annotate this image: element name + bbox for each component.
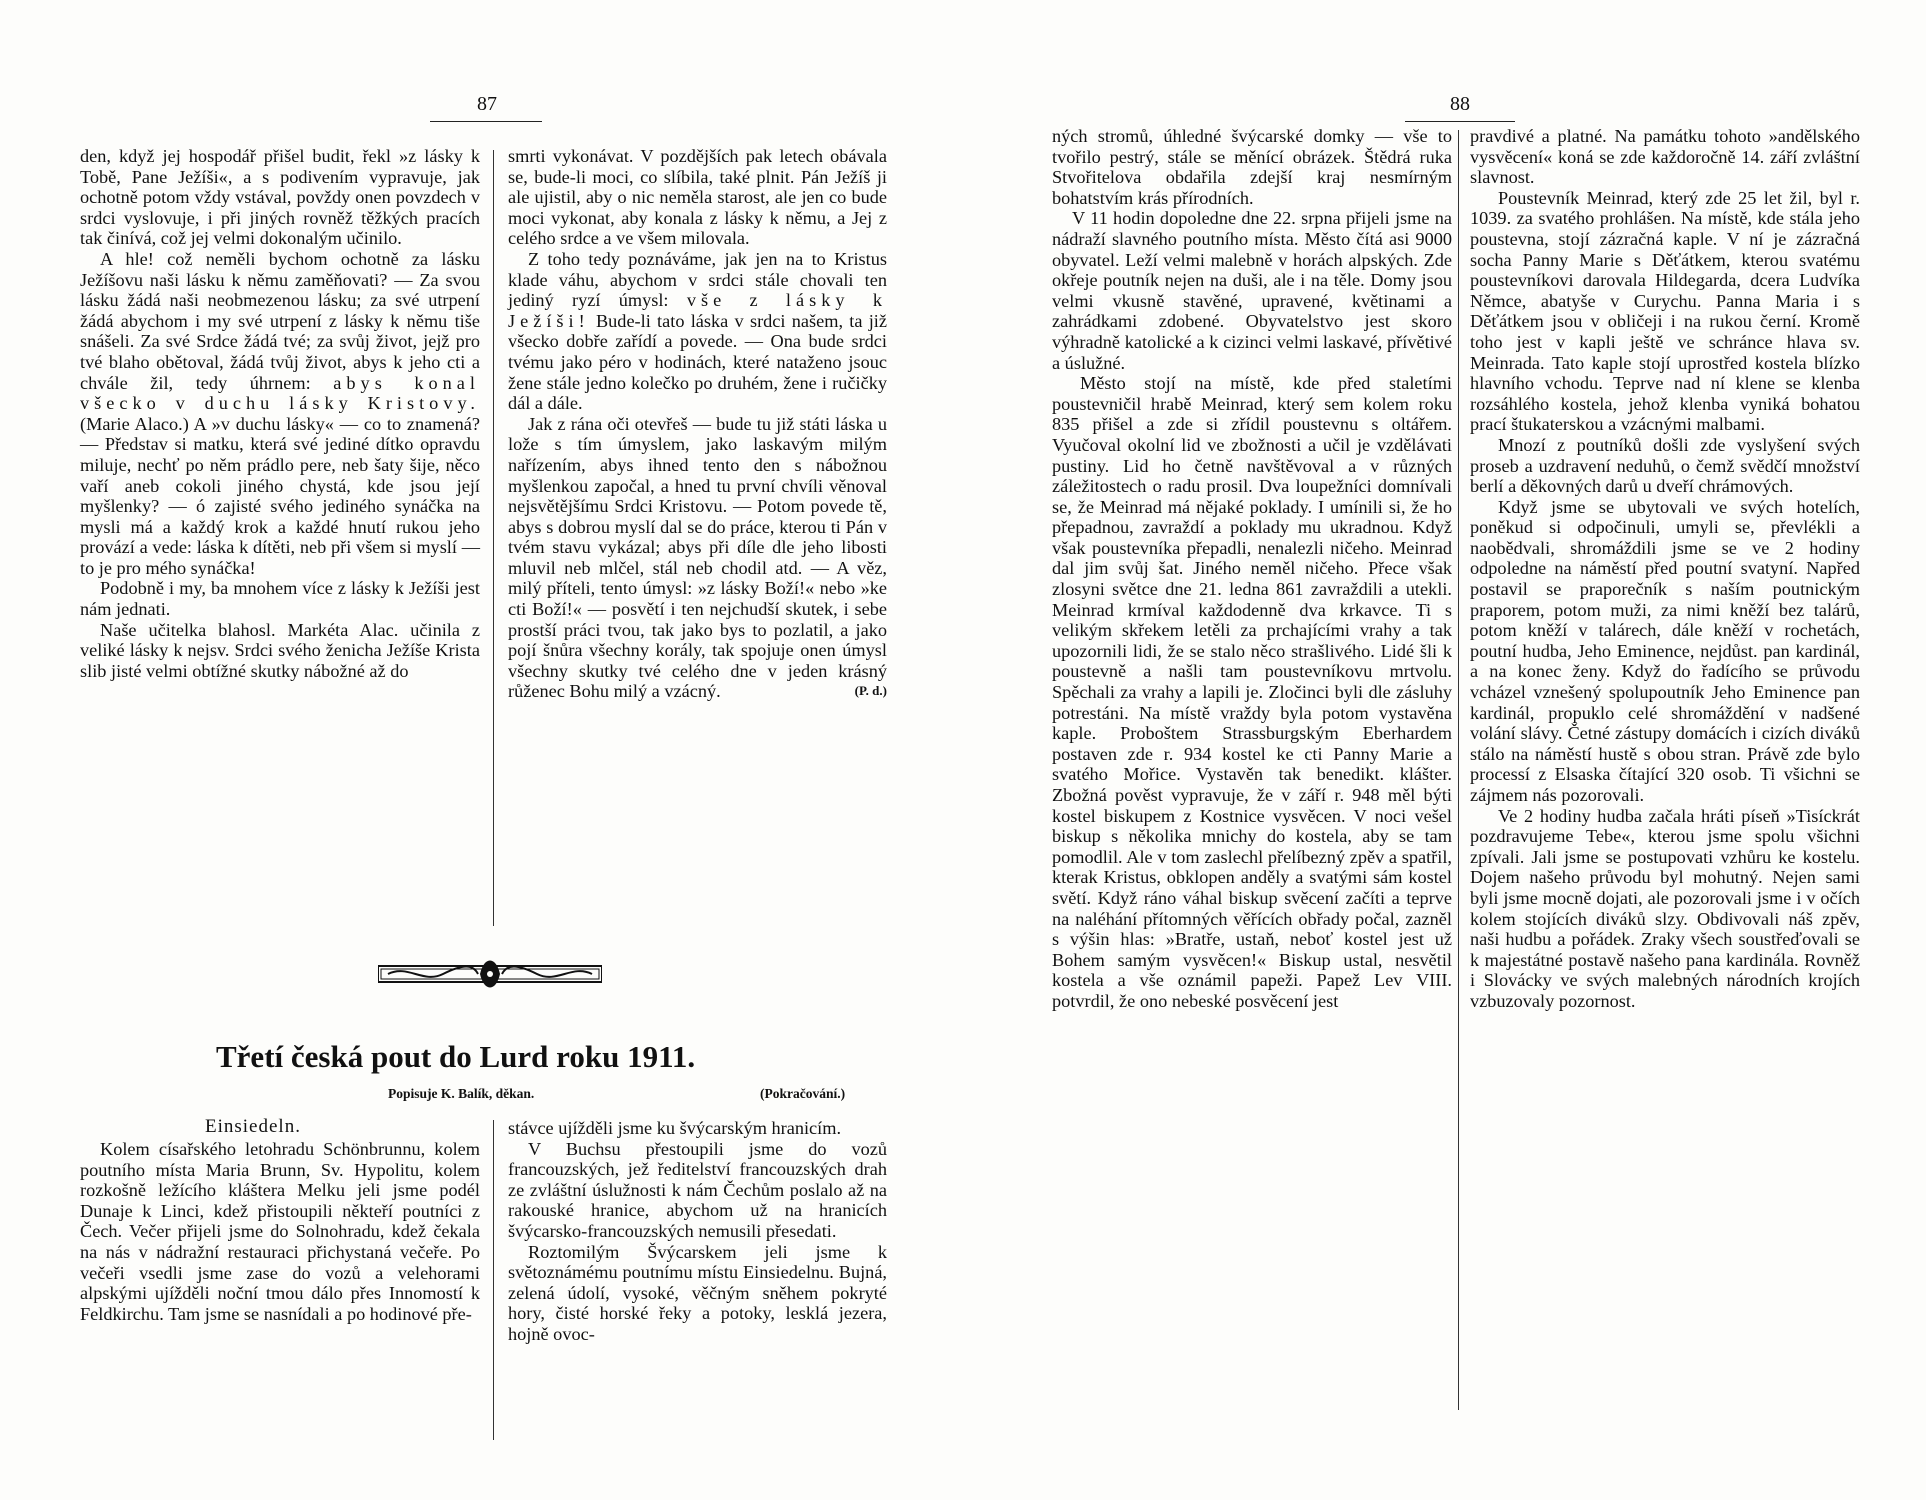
left-page-column-2 — [508, 146, 887, 702]
paragraph — [508, 249, 887, 414]
paragraph: Ve 2 hodiny hudba začala hráti píseň »Tisíckrát pozdravujeme Tebe«, kterou jsme spolu všichni zpívali. Jali jsme se postupovati vzhůru ke kostelu. Dojem našeho průvodu byl mohutný. Nejen sami byli jsme mocně dojati, ale pozorovali jsme i v očích kolem stojících diváků slzy. Obdivovali náš zpěv, naši hudbu a pořádek. Zraky všech soustřeďovali se k majestátné postavě našeho pana kardinála. Rovněž i Slovácky ve svých malebných národních krojích vzbuzovaly pozornost. — [1470, 805, 1860, 1011]
paragraph-text: (Marie Alaco.) A »v duchu lásky« — co to znamená? — Představ si matku, která své jediné dítko opravdu miluje, nechť po něm prádlo pere, neb šaty šije, něco vaří aneb cokoli jiného chystá, kde jsou její myšlenky? — ó zajisté svého jediného synáčka na mysli má a každý krok a každé hnutí rukou jeho provází a vede: láska k dítěti, neb při všem si myslí — to je pro mého synáčka! — [80, 413, 480, 578]
ornament-divider — [378, 952, 602, 994]
paragraph: smrti vykonávat. V pozdějších pak letech obávala se, bude-li moci, co slíbila, také plnit. Pán Ježíš ji ale ujistil, aby o nic neměla starost, ale jen co bude moci vykonat, aby konala z lásky k němu, a Jej z celého srdce a ve všem milovala. — [508, 146, 887, 249]
paragraph: Roztomilým Švýcarskem jeli jsme k světoznámému poutnímu místu Einsiedelnu. Bujná, zelená údolí, vysoké, věčným sněhem pokryté hory, čisté horské řeky a potoky, lesklá jezera, hojně ovoc- — [508, 1241, 887, 1344]
paragraph — [80, 249, 480, 579]
paragraph: pravdivé a platné. Na památku tohoto »andělského vysvěcení« koná se zde každoročně 14. září zvláštní slavnost. — [1470, 126, 1860, 188]
paragraph: Podobně i my, ba mnohem více z lásky k Ježíši jest nám jednati. — [80, 578, 480, 620]
paragraph-text: A hle! což neměli bychom ochotně za lásku Ježíšovu naši lásku k němu zaměňovati? — Za svou lásku žádá naši neobmezenou lásku; za své utrpení žádá abychom i my své utrpení z lásky k němu tiše snášeli. Za své Srdce žádá tvé; za svůj život, jejž pro tvé blaho obětoval, žádá tvůj život, abys k jeho cti a chvále žil, tedy úhrnem: — [80, 248, 480, 393]
page-number-right: 88 — [1450, 93, 1470, 115]
paragraph: Když jsme se ubytovali ve svých hotelích, poněkud si odpočinuli, umyli se, převlékli a naobědvali, shromáždili jsme se ve 2 hodiny odpoledne na náměstí před poutní svatyní. Napřed postavil se praporečník s naším poutnickým praporem, potom muži, za nimi kněží bez talárů, potom kněží v talárech, dále kněží v rochetách, poutní hudba, Jeho Eminence, nejdůst. pan kardinál, a na konec ženy. Když do řadícího se průvodu vcházel vznešený spolupoutník Jeho Eminence pan kardinál, propuklo celé shromáždění v nadšené volání slávy. Četné zástupy domácích i cizích diváků stálo na náměstí hustě s obou stran. Právě zde bylo processí z Elsaska čítající 320 osob. Ti všichni se zájmem nás pozorovali. — [1470, 496, 1860, 805]
page-number-rule-left — [430, 121, 542, 122]
paragraph: Naše učitelka blahosl. Markéta Alac. učinila z veliké lásky k nejsv. Srdci svého ženicha Ježíše Krista slib jisté velmi obtížné skutky nábožné až do — [80, 619, 480, 681]
paragraph-text: Jak z rána oči otevřeš — bude tu již státi láska u lože s tím úmyslem, jako laskavým milým nařízením, abys ihned tento den s nábožnou myšlenkou započal, a hned tu první chvíli věnoval nejsvětějšímu Srdci Kristovu. — Potom povede tě, abys s dobrou myslí dal se do práce, kterou ti Pán v tvém stavu vykázal; abys při díle dle jeho libosti mluvil neb mlčel, stál neb chodil atd. — A věz, milý příteli, tento úmysl: »z lásky Boží!« nebo »ke cti Boží!« — posvětí i ten nejchudší skutek, i sebe prostší práci tvou, tak jako bys to pozlatil, a jako pojí šnůra všechny korály, tak spojuje onen úmysl všechny skutky tvé celého dne v jeden krásný růženec Bohu milý a vzácný. — [508, 413, 887, 702]
page-number-rule-right — [1405, 121, 1515, 122]
paragraph-text: Bude-li tato láska v srdci našem, ta již všecko dobře zařídí a povede. — Ona bude srdci tvému jako péro v hodinách, které nataženo jsouc žene stále jedno kolečko po druhém, žene i ručičky dál a dále. — [508, 310, 887, 414]
column-divider — [493, 1120, 494, 1440]
signature: (P. d.) — [854, 683, 887, 699]
paragraph: Kolem císařského letohradu Schönbrunnu, kolem poutního místa Maria Brunn, Sv. Hypolitu, kolem rozkošně ležícího kláštera Melku jeli jsme podél Dunaje k Linci, kdež přistoupili někteří poutníci z Čech. Večer přijeli jsme do Solnohradu, kdež čekala na nás v nádražní restauraci přichystaná večeře. Po večeři vsedli jsme zase do vozů a velehorami alpskými ujížděli noční tmou dálo přes Innomostí k Feldkirchu. Tam jsme se nasnídali a po hodinové pře- — [80, 1139, 480, 1324]
paragraph: Město stojí na místě, kde před staletími poustevničil hrabě Meinrad, který sem kolem roku 835 přišel a zde si zřídil poustevnu s oltářem. Vyučoval okolní lid ve zbožnosti a učil je vzdělávati pustiny. Lid ho četně navštěvoval a v různých záležitostech o radu prosil. Dva loupežníci domnívali se, že Meinrad má nějaké poklady. I umínili si, že ho přepadnou, zavraždí a poklady mu ukradnou. Když však poustevníka přepadli, nenalezli ničeho. Meinrad dal jim svůj šat. Jiného neměl ničeho. Přece však zlosyni světce dne 21. ledna 861 zavraždili a utekli. Meinrad krmíval každodenně dva krkavce. Ti s velikým skřekem letěli za prchajícími vrahy a tak upozornili lidi, že se stalo něco strašlivého. Lidé šli k poustevně a našli tam poustevníkovu mrtvolu. Spěchali za vrahy a lapili je. Zločinci byli dle zásluhy potrestáni. Na místě vraždy byla potom vystavěna kaple. Proboštem Strassburgským Eberhardem postaven zde r. 934 kostel ke cti Panny Marie a svatého Mořice. Vystavěn tak benedikt. klášter. Zbožná pověst vypravuje, že v září r. 948 měl býti kostel biskupem z Kostnice vysvěcen. V noci vešel biskup s několika mnichy do kostela, aby se tam pomodlil. Ale v tom zaslechl přelíbezný zpěv a spatřil, kterak Kristus, obklopen anděly a svatými sám kostel světí. Když ráno váhal biskup svěcení začíti a teprve na naléhání přítomných věřících obřady počal, zazněl s výšin hlas: »Bratře, ustaň, neboť kostel jest už Bohem samým vysvěcen!« Biskup ustal, nesvětil kostela a vše oznámil papeži. Papež Lev VIII. potvrdil, že ono nebeské posvěcení jest — [1052, 373, 1452, 1011]
column-divider — [493, 150, 494, 926]
right-page-column-1 — [1052, 126, 1452, 1012]
paragraph — [508, 414, 887, 702]
left-page-column-1 — [80, 146, 480, 681]
article-title: Třetí česká pout do Lurd roku 1911. — [216, 1039, 696, 1074]
column-divider — [1458, 130, 1459, 1410]
paragraph: stávce ujížděli jsme ku švýcarským hranicím. — [508, 1118, 842, 1138]
paragraph: Mnozí z poutníků došli zde vyslyšení svých proseb a uzdravení neduhů, o čemž svědčí množství berlí a děkovných darů u dveří chrámových. — [1470, 434, 1860, 497]
section-heading: Einsiedeln. — [205, 1116, 301, 1137]
paragraph: ných stromů, úhledné švýcarské domky — vše to tvořilo pestrý, stále se měnící obrázek. Štědrá ruka Stvořitelova obdařila zdejší kraj nesmírným bohatstvím krás přírodních. — [1052, 126, 1452, 208]
emphasis-text: vše z lásky k Ježíši! — [508, 290, 887, 331]
right-page-column-2 — [1470, 126, 1860, 1012]
paragraph: V Buchsu přestoupili jsme do vozů francouzských, jež ředitelství francouzských drah ze zvláštní úslužnosti k nám Čechům poslalo až na rakouské hranice, abychom už na hranicích švýcarsko-francouzských nemusili přesedati. — [508, 1138, 887, 1241]
article-continued-note: (Pokračování.) — [760, 1086, 846, 1101]
article-column-2 — [508, 1118, 887, 1345]
paragraph: Poustevník Meinrad, který zde 25 let žil, byl r. 1039. za svatého prohlášen. Na místě, kde stála jeho poustevna, stojí zázračná kaple. V ní je zázračná socha Panny Marie s Děťátkem, kterou svatému poustevníkovi darovala Hildegarda, dcera Ludvíka Němce, abatyše v Curychu. Panna Maria i s Děťátkem jsou v obličeji i na rukou černí. Kromě toho jest v kapli ještě ve schránce hlava sv. Meinrada. Tato kaple stojí uprostřed kostela blízko hlavního vchodu. Teprve nad ní klene se klenba rozsáhlého kostela, jehož klenba vyniká bohatou prací štukaterskou a vzácnými malbami. — [1470, 187, 1860, 435]
page-number-left: 87 — [477, 93, 497, 115]
article-byline: Popisuje K. Balík, děkan. — [388, 1086, 535, 1101]
emphasis-text: abys konal všecko v duchu lásky Kristovy. — [80, 372, 481, 414]
paragraph: den, když jej hospodář přišel budit, řekl »z lásky k Tobě, Pane Ježíši«, a s podivením vypravuje, jak ochotně potom vždy vstával, povždy onen povzdech v srdci vyslovuje, i při jiných rovněž těžkých pracích tak činívá, což jej velmi dokonalým učinilo. — [80, 146, 480, 249]
paragraph-text: Z toho tedy poznáváme, jak jen na to Kristus klade váhu, abychom v srdci stále chovali ten jediný ryzí úmysl: — [508, 248, 887, 311]
article-column-1 — [80, 1139, 480, 1324]
paragraph: V 11 hodin dopoledne dne 22. srpna přijeli jsme na nádraží slavného poutního místa. Město čítá asi 9000 obyvatel. Leží velmi malebně v horách alpských. Zde okřeje poutník nejen na duši, ale i na těle. Domy jsou velmi vkusně stavěné, upravené, květinami a zahrádkami zdobené. Obyvatelstvo jest skoro výhradně katolické a k cizinci velmi laskavé, přívětivé a úslužné. — [1052, 208, 1452, 373]
